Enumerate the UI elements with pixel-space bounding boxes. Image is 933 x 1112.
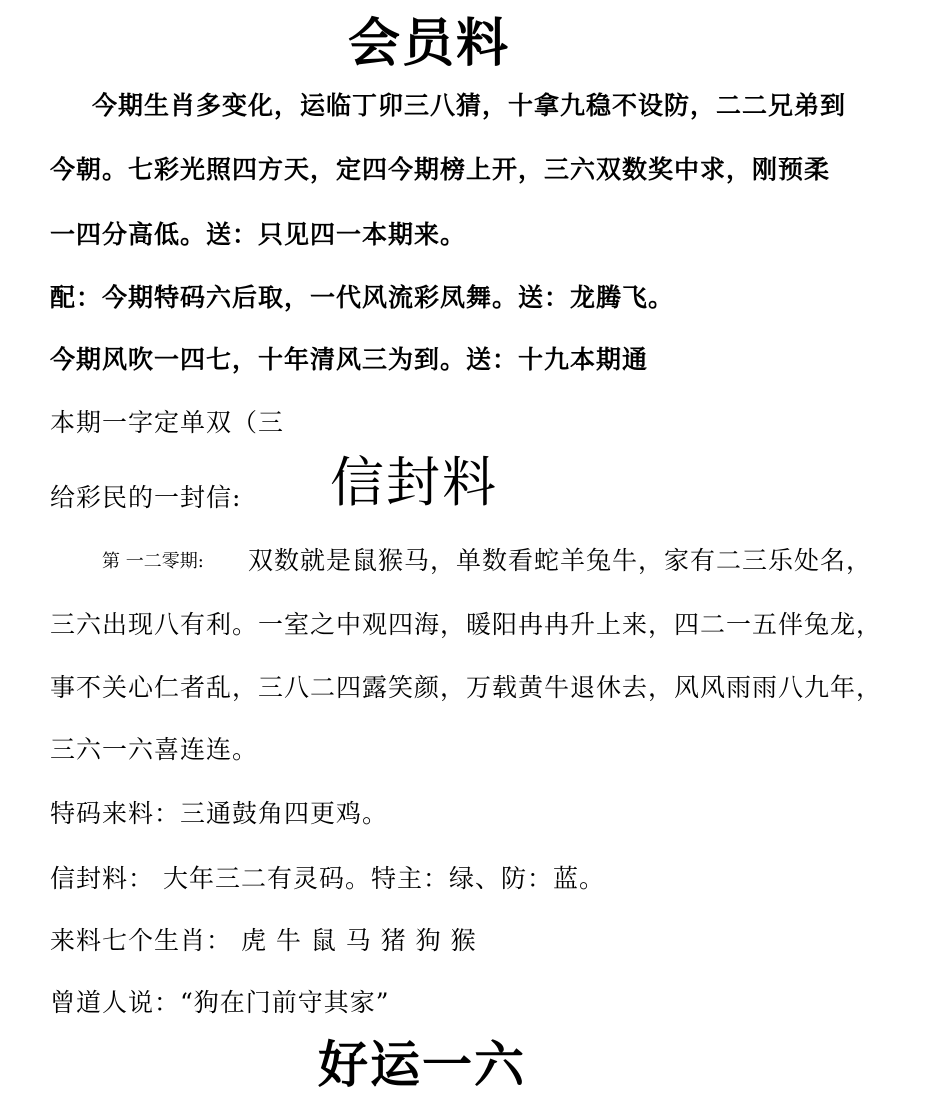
letter-section-title: 信封料 [330,451,498,514]
member-line-3: 一四分高低。送：只见四一本期来。 [50,220,467,249]
letter-line-2: 三六出现八有利。一室之中观四海，暖阳冉冉升上来，四二一五伴兔龙， [50,610,883,639]
footer-title: 好运一六 [318,1036,526,1094]
letter-intro: 给彩民的一封信: [50,483,242,512]
member-line-2: 今朝。七彩光照四方天，定四今期榜上开，三六双数奖中求，刚预柔 [50,155,831,184]
letter-line-5: 特码来料：三通鼓角四更鸡。 [50,799,389,828]
member-line-5: 今期风吹一四七，十年清风三为到。送：十九本期通 [50,345,649,374]
letter-line-1: 双数就是鼠猴马，单数看蛇羊兔牛，家有二三乐处名， [248,546,873,575]
issue-label: 第 一二零期: [102,551,204,572]
letter-line-6: 信封料： 大年三二有灵码。特主：绿、防：蓝。 [50,864,605,893]
member-line-4: 配：今期特码六后取，一代风流彩凤舞。送：龙腾飞。 [50,283,675,312]
letter-line-3: 事不关心仁者乱，三八二四露笑颜，万载黄牛退休去，风风雨雨八九年， [50,673,883,702]
member-section-title: 会员料 [348,14,511,74]
letter-line-8: 曾道人说：“狗在门前守其家” [50,988,390,1017]
member-line-6: 本期一字定单双（三 [50,408,285,437]
letter-line-4: 三六一六喜连连。 [50,735,259,764]
letter-line-7: 来料七个生肖： 虎 牛 鼠 马 猪 狗 猴 [50,926,477,955]
member-line-1: 今期生肖多变化，运临丁卯三八猜，十拿九稳不设防，二二兄弟到 [92,91,847,120]
